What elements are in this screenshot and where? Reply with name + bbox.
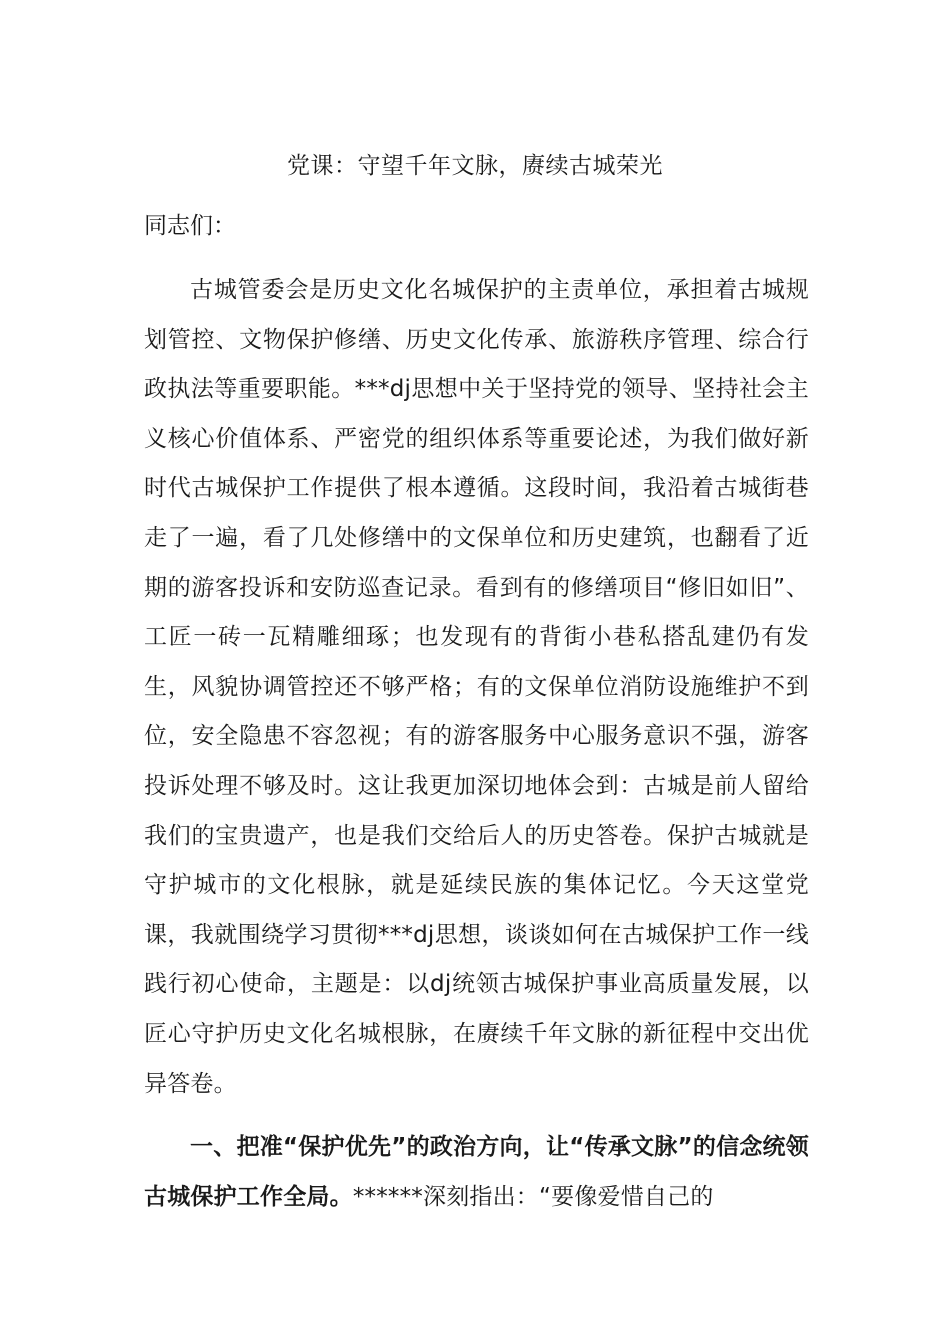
document-title: 党课：守望千年文脉，赓续古城荣光 — [287, 153, 663, 179]
body-paragraph: 古城管委会是历史文化名城保护的主责单位，承担着古城规划管控、文物保护修缮、历史文化传承、旅游秩序管理、综合行政执法等重要职能。***dj思想中关于坚持党的领导、坚持社会主义核心价值体系、严密党的组织体系等重要论述，为我们做好新时代古城保护工作提供了根本遵循。这段时间，我沿着古城街巷走了一遍，看了几处修缮中的文保单位和历史建筑，也翻看了近期的游客投诉和安防巡查记录。看到有的修缮项目“修旧如旧”、工匠一砖一瓦精雕细琢；也发现有的背街小巷私搭乱建仍有发生，风貌协调管控还不够严格；有的文保单位消防设施维护不到位，安全隐患不容忽视；有的游客服务中心服务意识不强，游客投诉处理不够及时。这让我更加深切地体会到：古城是前人留给我们的宝贵遗产，也是我们交给后人的历史答卷。保护古城就是守护城市的文化根脉，就是延续民族的集体记忆。今天这堂党课，我就围绕学习贯彻***dj思想，谈谈如何在古城保护工作一线践行初心使命，主题是：以dj统领古城保护事业高质量发展，以匠心守护历史文化名城根脉，在赓续千年文脉的新征程中交出优异答卷。 — [144, 277, 809, 1097]
salutation: 同志们： — [144, 213, 236, 239]
section-1-heading: 一、把准“保护优先”的政治方向，让“传承文脉”的信念统领古城保护工作全局。 — [144, 1134, 809, 1210]
section-1-text: ******深刻指出：“要像爱惜自己的 — [352, 1183, 714, 1210]
section-1-paragraph — [144, 1123, 809, 1222]
